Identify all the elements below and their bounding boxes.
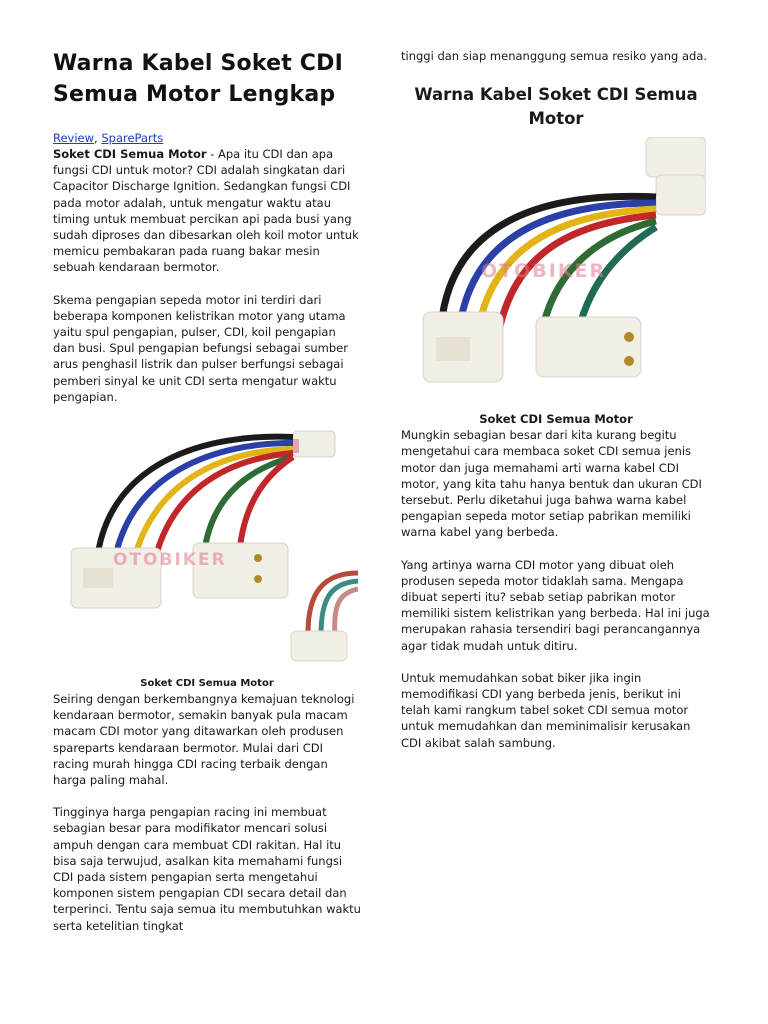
cdi-cable-illustration-large (401, 137, 706, 407)
right-paragraph-1: Mungkin sebagian besar dari kita kurang begitu mengetahui cara membaca soket CDI semua jenis motor dan juga memahami arti warna kabel CDI motor, yang kita tahu hanya bentuk dan ukuran CDI tersebut. Perlu diketahui juga bahwa warna kabel pengapian sepeda motor setiap pabrikan memiliki warna kabel yang berbeda. (401, 428, 702, 540)
right-connector-shape (536, 317, 641, 377)
left-column (53, 48, 361, 934)
title-line-2: Semua Motor Lengkap (53, 82, 336, 107)
connector-slot-shape (83, 568, 113, 588)
article-title (53, 48, 361, 110)
intro-paragraph (53, 146, 361, 276)
category-link-review[interactable]: Review (53, 131, 95, 145)
pin-hole-shape (254, 554, 262, 562)
small-pink-wire (335, 589, 358, 637)
section-heading: Warna Kabel Soket CDI Semua Motor (414, 85, 698, 129)
cdi-socket-photo-right (401, 137, 706, 407)
right-continued-text: tinggi dan siap menanggung semua resiko yang ada. (401, 49, 708, 63)
category-links (53, 130, 361, 146)
cdi-cable-illustration (53, 413, 358, 673)
intro-keyword: Soket CDI Semua Motor (53, 147, 207, 161)
left-image-caption: Soket CDI Semua Motor (140, 678, 274, 690)
title-line-1: Warna Kabel Soket CDI (53, 51, 343, 76)
intro-text: - Apa itu CDI dan apa fungsi CDI untuk motor? CDI adalah singkatan dari Capacitor Discharge Ignition. Sedangkan fungsi CDI pada motor adalah, untuk mengatur waktu atau timing untuk membuat percikan api pada busi yang sudah diproses dan dibesarkan oleh koil motor untuk memicu pembakaran pada ruang bakar mesin sebuah kendaraan bermotor. (53, 147, 359, 275)
image-watermark: OTOBIKER (481, 260, 607, 283)
top-connector-shape-2 (656, 175, 706, 215)
image-watermark: OTOBIKER (113, 550, 227, 571)
connector-slot-shape (436, 337, 470, 361)
category-separator: , (94, 131, 102, 145)
right-column (401, 48, 711, 751)
pin-hole-shape (624, 332, 634, 342)
left-paragraph-2: Skema pengapian sepeda motor ini terdiri dari beberapa komponen kelistrikan motor yang utama yaitu spul pengapian, pulser, CDI, koil pengapian dan busi. Spul pengapian befungsi sebagai sumber arus penghasil listrik dan pulser berfungsi sebagai pemberi sinyal ke unit CDI serta mengatur waktu pengapian. (53, 292, 348, 404)
pin-hole-shape-2 (624, 356, 634, 366)
top-connector-shape (293, 431, 335, 457)
cdi-socket-photo-left (53, 413, 358, 673)
right-paragraph-2: Yang artinya warna CDI motor yang dibuat oleh produsen sepeda motor tidaklah sama. Mengapa dibuat seperti itu? sebab setiap pabrikan motor memiliki sistem kelistrikan yang berbeda. Hal ini juga merupakan rahasia tersendiri bagi perancangannya agar tidak mudah untuk ditiru. (401, 557, 710, 653)
right-image-caption: Soket CDI Semua Motor (479, 412, 633, 427)
left-paragraph-4: Tingginya harga pengapian racing ini membuat sebagian besar para modifikator mencari solusi ampuh dengan cara membuat CDI rakitan. Hal itu bisa saja terwujud, asalkan kita memahami fungsi CDI pada sistem pengapian serta mengetahui komponen sistem pengapian CDI secara detail dan terperinci. Tentu saja semua itu membutuhkan waktu serta ketelitian tingkat (53, 805, 361, 933)
top-connector-shape (646, 137, 706, 177)
small-connector-shape (291, 631, 347, 661)
right-paragraph-3: Untuk memudahkan sobat biker jika ingin memodifikasi CDI yang berbeda jenis, berikut ini telah kami rangkum tabel soket CDI semua motor untuk memudahkan dan meminimalisir kerusakan CDI akibat salah sambung. (401, 670, 691, 750)
category-link-spareparts[interactable]: SpareParts (101, 131, 164, 145)
left-paragraph-3: Seiring dengan berkembangnya kemajuan teknologi kendaraan bermotor, semakin banyak pula macam macam CDI motor yang ditawarkan oleh produsen spareparts kendaraan bermotor. Mulai dari CDI racing murah hingga CDI racing terbaik dengan harga paling mahal. (53, 692, 355, 788)
pin-hole-shape-2 (254, 575, 262, 583)
